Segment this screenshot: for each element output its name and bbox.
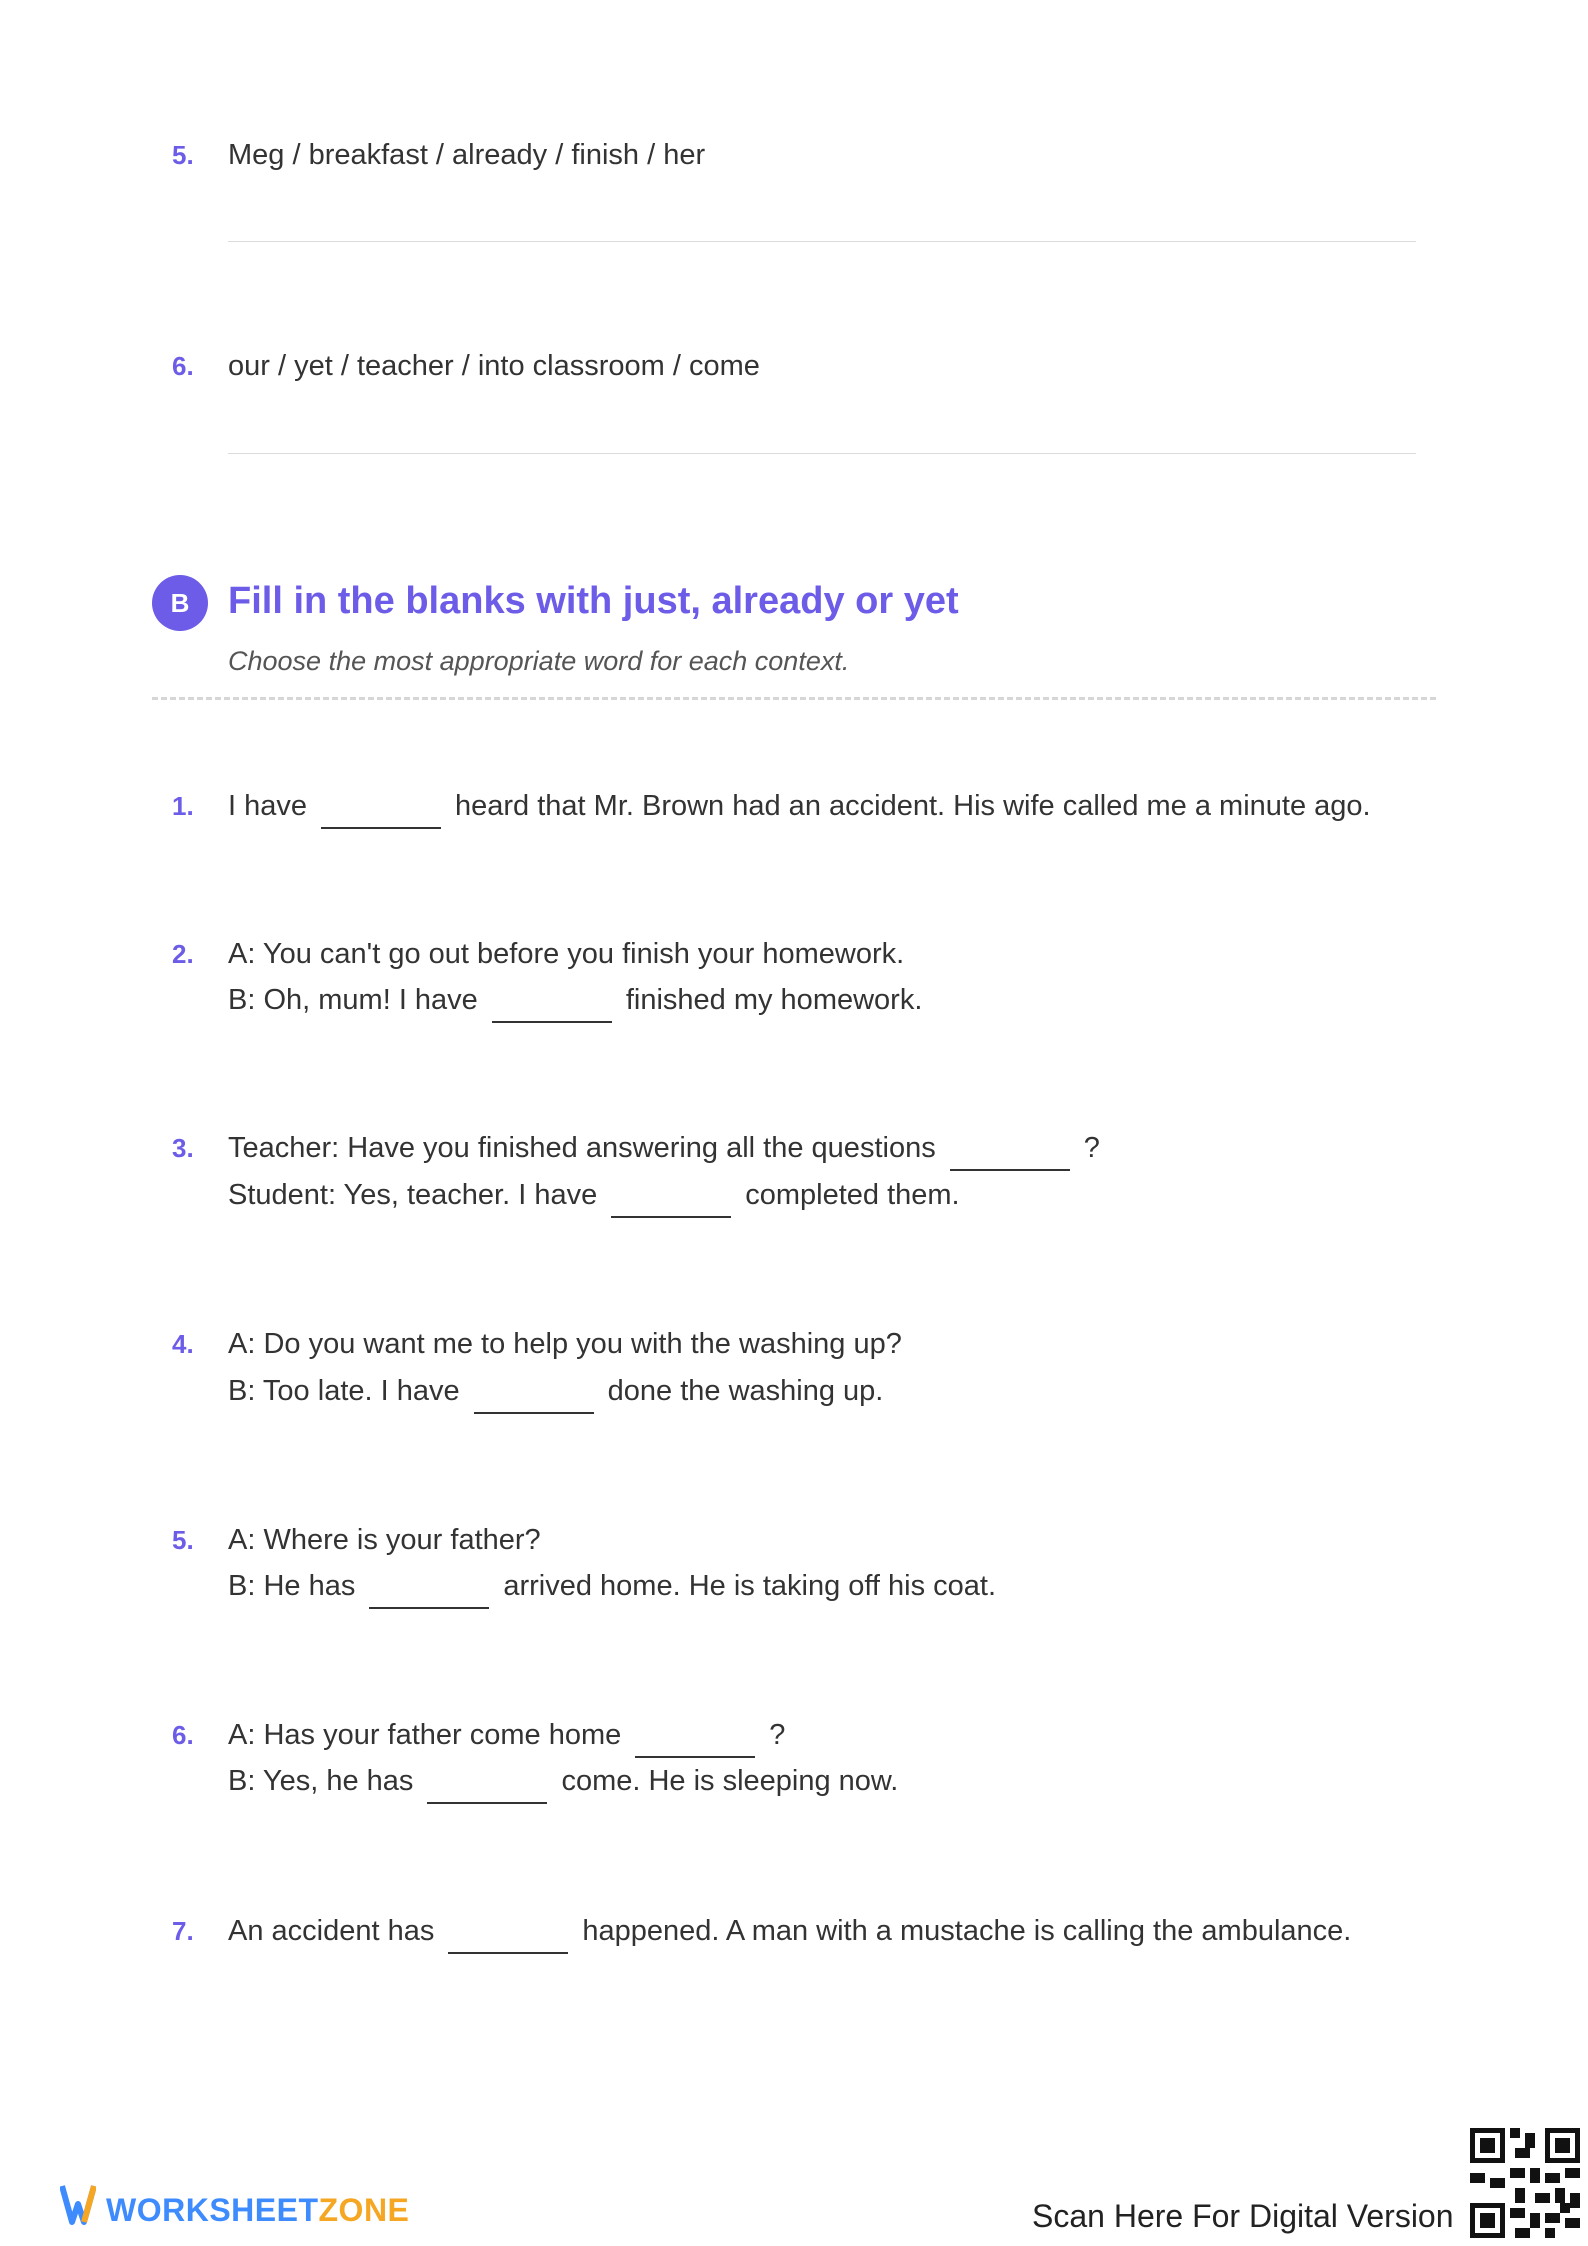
- item-number: 6.: [172, 351, 194, 381]
- item-number: 4.: [172, 1329, 194, 1359]
- item-number: 7.: [172, 1916, 194, 1946]
- item-prompt: our / yet / teacher / into classroom / come: [228, 350, 760, 382]
- blank[interactable]: [611, 1215, 731, 1218]
- blank[interactable]: [321, 826, 441, 829]
- blank[interactable]: [950, 1168, 1070, 1171]
- section-badge: B: [152, 575, 208, 631]
- section-divider: [152, 697, 1436, 700]
- exercise-line: I have heard that Mr. Brown had an accident. His wife called me a minute ago.: [228, 792, 1371, 829]
- exercise-line: Teacher: Have you finished answering all the questions ?: [228, 1134, 1100, 1171]
- exercise-line: B: Too late. I have done the washing up.: [228, 1377, 883, 1414]
- item-prompt: Meg / breakfast / already / finish / her: [228, 139, 706, 171]
- item-number: 2.: [172, 939, 194, 969]
- qr-code[interactable]: [1470, 2128, 1580, 2243]
- blank[interactable]: [427, 1801, 547, 1804]
- blank[interactable]: [474, 1411, 594, 1414]
- exercise-line: A: Has your father come home ?: [228, 1721, 785, 1758]
- section-title: Fill in the blanks with just, already or yet: [228, 580, 959, 622]
- exercise-line: A: Do you want me to help you with the washing up?: [228, 1328, 902, 1360]
- item-number: 5.: [172, 1525, 194, 1555]
- exercise-line: Student: Yes, teacher. I have completed them.: [228, 1181, 960, 1218]
- scan-caption: Scan Here For Digital Version: [1032, 2198, 1454, 2234]
- worksheetzone-logo-icon: [60, 2182, 96, 2226]
- answer-line[interactable]: [228, 453, 1416, 454]
- brand-name: WORKSHEETZONE: [106, 2192, 410, 2228]
- blank[interactable]: [492, 1020, 612, 1023]
- item-number: 6.: [172, 1720, 194, 1750]
- answer-line[interactable]: [228, 241, 1416, 242]
- item-number: 5.: [172, 140, 194, 170]
- qr-code-icon: [1470, 2128, 1580, 2238]
- blank[interactable]: [369, 1606, 489, 1609]
- item-number: 1.: [172, 791, 194, 821]
- blank[interactable]: [635, 1755, 755, 1758]
- brand-logo: [60, 2182, 96, 2231]
- exercise-line: A: Where is your father?: [228, 1524, 541, 1556]
- item-number: 3.: [172, 1133, 194, 1163]
- exercise-line: B: Yes, he has come. He is sleeping now.: [228, 1767, 898, 1804]
- blank[interactable]: [448, 1951, 568, 1954]
- exercise-line: B: He has arrived home. He is taking off his coat.: [228, 1572, 996, 1609]
- exercise-line: A: You can't go out before you finish your homework.: [228, 938, 905, 970]
- exercise-line: B: Oh, mum! I have finished my homework.: [228, 986, 922, 1023]
- exercise-line: An accident has happened. A man with a mustache is calling the ambulance.: [228, 1917, 1351, 1954]
- section-subtitle: Choose the most appropriate word for each context.: [228, 646, 850, 676]
